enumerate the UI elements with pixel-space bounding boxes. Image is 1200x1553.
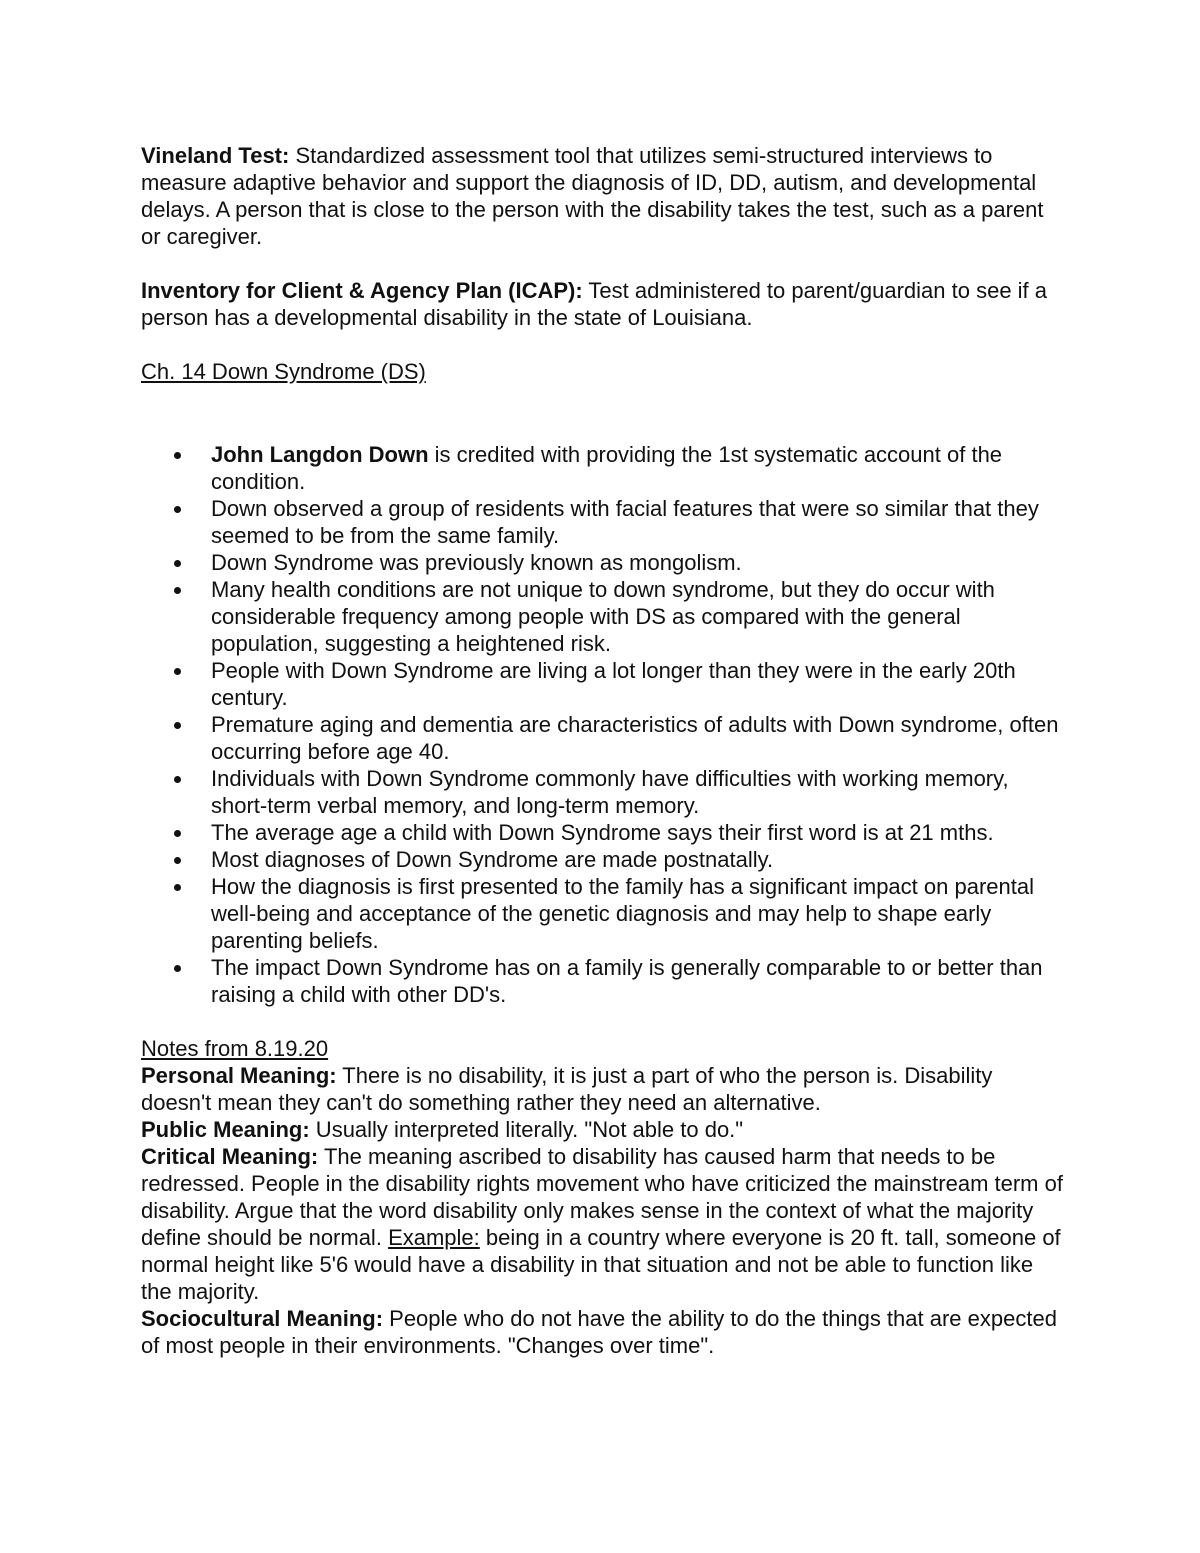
bullet-icon <box>174 587 181 594</box>
bullet-icon <box>174 884 181 891</box>
down-syndrome-bullet-list <box>141 441 1066 1008</box>
bullet-icon <box>174 452 181 459</box>
list-item-text: Individuals with Down Syndrome commonly have difficulties with working memory, short-term verbal memory, and long-term memory. <box>211 766 1009 818</box>
paragraph-gap <box>141 385 1066 441</box>
bullet-icon <box>174 722 181 729</box>
bullet-icon <box>174 830 181 837</box>
notes-heading <box>141 1035 1066 1062</box>
paragraph-gap <box>141 250 1066 277</box>
document-page <box>141 142 1066 1359</box>
list-item-text: Down Syndrome was previously known as mongolism. <box>211 550 742 575</box>
personal-meaning-term: Personal Meaning: <box>141 1063 337 1088</box>
list-item <box>141 765 1066 819</box>
list-item-text: Down observed a group of residents with facial features that were so similar that they seemed to be from the same family. <box>211 496 1039 548</box>
list-item-bold: John Langdon Down <box>211 442 429 467</box>
critical-meaning-text: The meaning ascribed to disability has caused harm that needs to be redressed. People in the disability rights movement who have criticized the mainstream term of disability. Argue that the word disability only makes sense in the context of what the majority define should be normal. <box>141 1144 1063 1250</box>
list-item-text: The average age a child with Down Syndrome says their first word is at 21 mths. <box>211 820 994 845</box>
vineland-paragraph <box>141 142 1066 250</box>
icap-paragraph <box>141 277 1066 331</box>
list-item <box>141 495 1066 549</box>
bullet-icon <box>174 776 181 783</box>
example-text: being in a country where everyone is 20 ft. tall, someone of normal height like 5'6 would have a disability in that situation and not be able to function like the majority. <box>141 1225 1061 1304</box>
sociocultural-meaning-term: Sociocultural Meaning: <box>141 1306 384 1331</box>
list-item-text: How the diagnosis is first presented to the family has a significant impact on parental well-being and acceptance of the genetic diagnosis and may help to shape early parenting beliefs. <box>211 874 1034 953</box>
personal-meaning-text: There is no disability, it is just a part of who the person is. Disability doesn't mean they can't do something rather they need an alternative. <box>141 1063 993 1115</box>
bullet-icon <box>174 965 181 972</box>
list-item <box>141 873 1066 954</box>
list-item <box>141 954 1066 1008</box>
vineland-term: Vineland Test: <box>141 143 290 168</box>
list-item-text: Premature aging and dementia are characteristics of adults with Down syndrome, often occurring before age 40. <box>211 712 1059 764</box>
chapter-heading-text: Ch. 14 Down Syndrome (DS) <box>141 359 426 384</box>
vineland-definition: Standardized assessment tool that utilizes semi-structured interviews to measure adaptive behavior and support the diagnosis of ID, DD, autism, and developmental delays. A person that is close to the person with the disability takes the test, such as a parent or caregiver. <box>141 143 1044 249</box>
list-item-text: The impact Down Syndrome has on a family is generally comparable to or better than raising a child with other DD's. <box>211 955 1043 1007</box>
notes-heading-text: Notes from 8.19.20 <box>141 1036 329 1061</box>
chapter-heading <box>141 358 1066 385</box>
icap-definition: Test administered to parent/guardian to see if a person has a developmental disability in the state of Louisiana. <box>141 278 1048 330</box>
sociocultural-meaning-paragraph <box>141 1305 1066 1359</box>
example-label: Example: <box>388 1225 480 1250</box>
critical-meaning-term: Critical Meaning: <box>141 1144 319 1169</box>
list-item-text: Most diagnoses of Down Syndrome are made postnatally. <box>211 847 774 872</box>
list-item-text: is credited with providing the 1st systematic account of the condition. <box>211 442 1003 494</box>
public-meaning-term: Public Meaning: <box>141 1117 310 1142</box>
bullet-icon <box>174 857 181 864</box>
critical-meaning-paragraph <box>141 1143 1066 1305</box>
list-item <box>141 576 1066 657</box>
list-item <box>141 657 1066 711</box>
bullet-icon <box>174 506 181 513</box>
list-item <box>141 549 1066 576</box>
bullet-icon <box>174 668 181 675</box>
list-item <box>141 711 1066 765</box>
list-item-text: People with Down Syndrome are living a lot longer than they were in the early 20th century. <box>211 658 1016 710</box>
paragraph-gap <box>141 1008 1066 1035</box>
list-item <box>141 819 1066 846</box>
list-item <box>141 846 1066 873</box>
public-meaning-text: Usually interpreted literally. "Not able to do." <box>309 1117 744 1142</box>
personal-meaning-paragraph <box>141 1062 1066 1116</box>
sociocultural-meaning-text: People who do not have the ability to do the things that are expected of most people in their environments. "Changes over time". <box>141 1306 1057 1358</box>
list-item-text: Many health conditions are not unique to down syndrome, but they do occur with considerable frequency among people with DS as compared with the general population, suggesting a heightened risk. <box>211 577 995 656</box>
paragraph-gap <box>141 331 1066 358</box>
public-meaning-paragraph <box>141 1116 1066 1143</box>
bullet-icon <box>174 560 181 567</box>
list-item <box>141 441 1066 495</box>
icap-term: Inventory for Client & Agency Plan (ICAP): <box>141 278 583 303</box>
